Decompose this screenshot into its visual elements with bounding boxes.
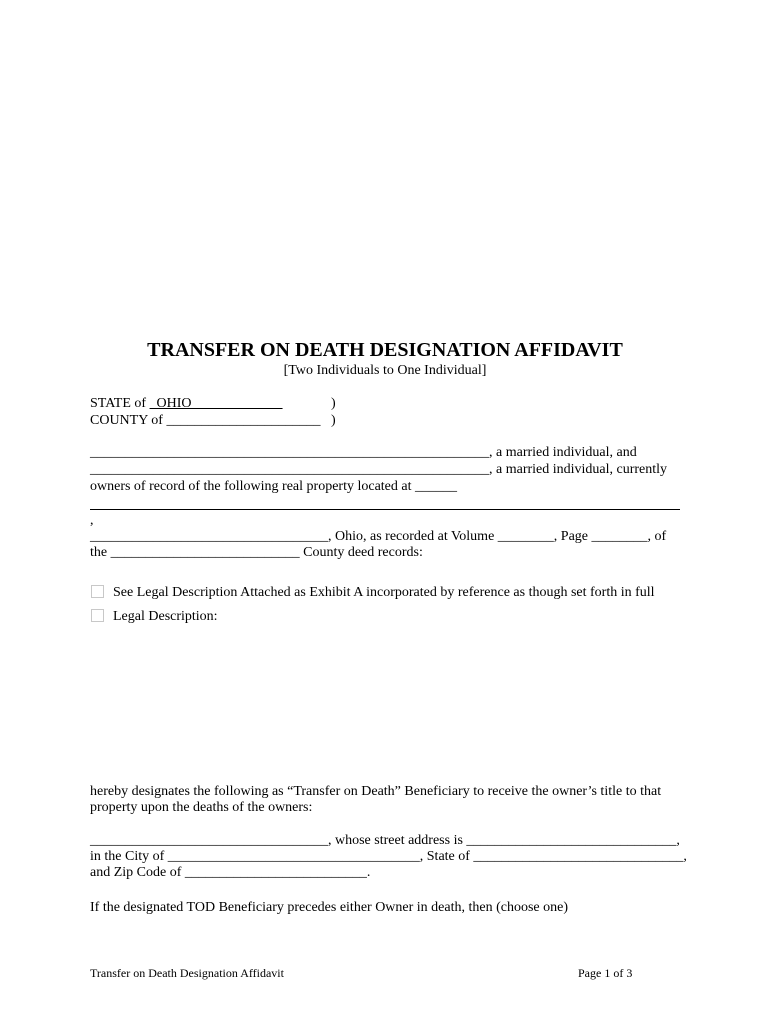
county-line: COUNTY of ______________________ — [90, 413, 321, 428]
state-label: STATE of — [90, 396, 150, 411]
document-subtitle: [Two Individuals to One Individual] — [283, 363, 487, 378]
owner-line-3: owners of record of the following real property located at ______ — [90, 479, 457, 494]
county-paren: ) — [331, 413, 336, 428]
owner-line-1: _________________________________________________________, a married individual, and — [90, 445, 637, 460]
county-records-line: the ___________________________ County deed records: — [90, 545, 423, 560]
state-line — [90, 395, 283, 412]
designation-line-2: property upon the deaths of the owners: — [90, 800, 313, 815]
designation-line-1: hereby designates the following as “Transfer on Death” Beneficiary to receive the owner’s title to that — [90, 784, 662, 799]
legal-description-label: Legal Description: — [113, 609, 218, 624]
legal-description-checkbox[interactable] — [91, 609, 104, 622]
state-value: OHIO — [149, 396, 283, 411]
location-blank-line — [90, 509, 680, 510]
beneficiary-city-line: in the City of ____________________________________, State of ______________________________, — [90, 849, 687, 864]
location-comma: , — [90, 513, 94, 528]
beneficiary-address-line: __________________________________, whose street address is ______________________________, — [90, 833, 680, 848]
exhibit-checkbox[interactable] — [91, 585, 104, 598]
state-paren: ) — [331, 396, 336, 411]
recording-line: __________________________________, Ohio, as recorded at Volume ________, Page ________, of — [90, 529, 667, 544]
footer-title: Transfer on Death Designation Affidavit — [90, 966, 284, 980]
exhibit-label: See Legal Description Attached as Exhibit A incorporated by reference as though set forth in full — [113, 585, 655, 600]
beneficiary-zip-line: and Zip Code of __________________________. — [90, 865, 371, 880]
contingency-line: If the designated TOD Beneficiary precedes either Owner in death, then (choose one) — [90, 900, 569, 915]
owner-line-2: _________________________________________________________, a married individual, currently — [90, 462, 668, 477]
document-title: TRANSFER ON DEATH DESIGNATION AFFIDAVIT — [147, 339, 623, 361]
footer-page-number: Page 1 of 3 — [578, 966, 633, 980]
